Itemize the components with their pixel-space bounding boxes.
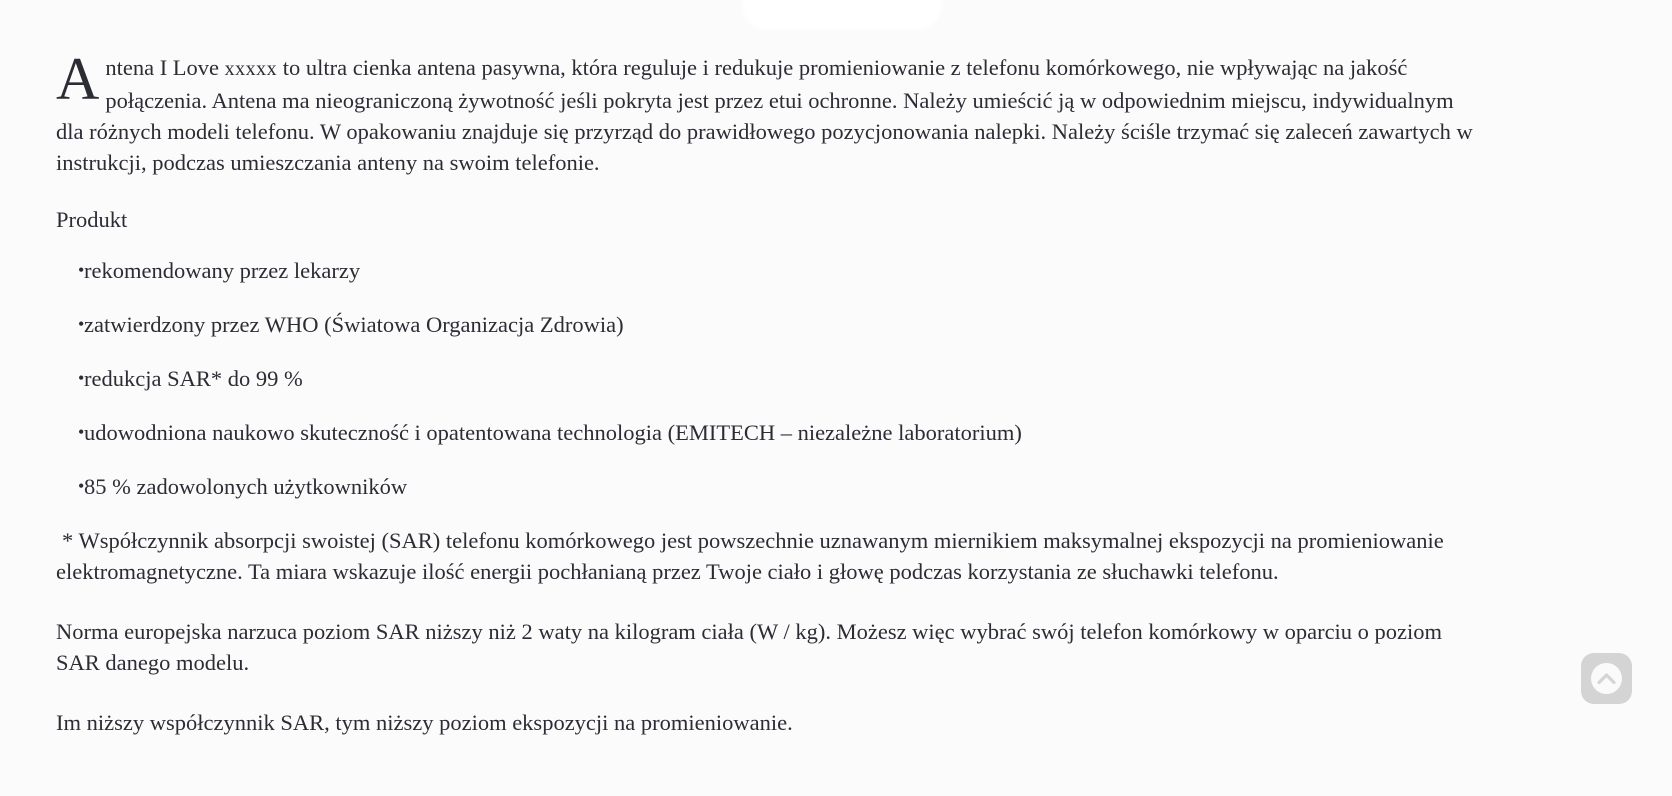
list-item-label: udowodniona naukowo skuteczność i opatentowana technologia (EMITECH – niezależne laboratorium) [84,420,1022,445]
list-item [56,417,1482,448]
bullet-icon: • [78,314,85,334]
list-item-label: redukcja SAR* do 99 % [84,366,303,391]
drop-cap: A [56,46,100,112]
list-item [56,255,1482,286]
list-item-label: zatwierdzony przez WHO (Światowa Organizacja Zdrowia) [84,312,624,337]
list-item-label: 85 % zadowolonych użytkowników [84,474,408,499]
list-item [56,309,1482,340]
bullet-icon: • [78,422,85,442]
list-item [56,363,1482,394]
list-item-label: rekomendowany przez lekarzy [84,258,361,283]
scroll-to-top-button[interactable] [1581,653,1632,704]
bullet-icon: • [78,476,85,496]
chevron-up-icon [1597,672,1616,685]
scroll-to-top-disc [1591,663,1622,694]
bullet-icon: • [78,368,85,388]
document-content [56,0,1482,738]
feature-list [56,255,1482,502]
bullet-icon: • [78,260,85,280]
lead-first-words: ntena I Love [105,55,225,80]
paragraph-conclusion: Im niższy współczynnik SAR, tym niższy poziom ekspozycji na promieniowanie. [56,710,793,735]
section-label-produkt: Produkt [56,207,128,232]
paragraph-european-norm: Norma europejska narzuca poziom SAR niższy niż 2 waty na kilogram ciała (W / kg). Możesz więc wybrać swój telefon komórkowy w oparciu o poziom SAR danego modelu. [56,619,1443,675]
redacted-brand-name: xxxxx [224,58,278,80]
list-item [56,471,1482,502]
lead-body: to ultra cienka antena pasywna, która reguluje i redukuje promieniowanie z telefonu komórkowego, nie wpływając na jakość połączenia. Antena ma nieograniczoną żywotność jeśli pokryta jest przez etui ochronne. Należy umieścić ją w odpowiednim miejscu, indywidualnym dla różnych modeli telefonu. W opakowaniu znajduje się przyrząd do prawidłowego pozycjonowania nalepki. Należy ściśle trzymać się zaleceń zawartych w instrukcji, podczas umieszczania anteny na swoim telefonie. [56,55,1473,175]
lead-paragraph [56,46,1482,178]
sar-footnote: * Współczynnik absorpcji swoistej (SAR) telefonu komórkowego jest powszechnie uznawanym miernikiem maksymalnej ekspozycji na promieniowanie elektromagnetyczne. Ta miara wskazuje ilość energii pochłanianą przez Twoje ciało i głowę podczas korzystania ze słuchawki telefonu. [56,528,1444,584]
